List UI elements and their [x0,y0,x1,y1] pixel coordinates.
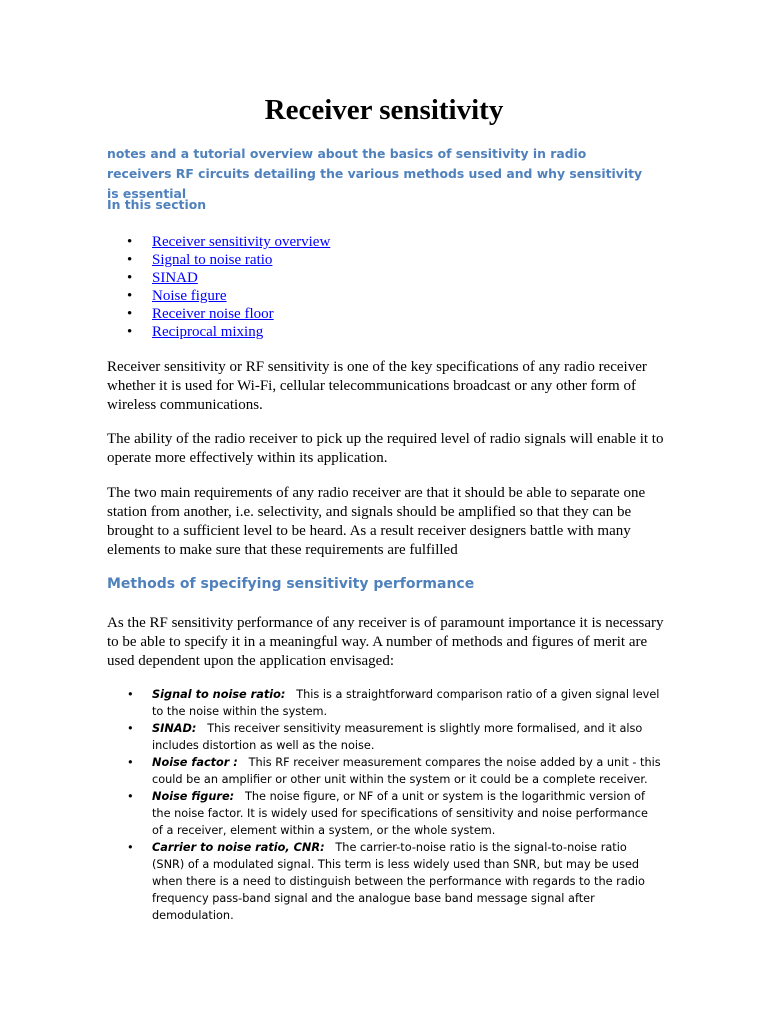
page-title: Receiver sensitivity [264,94,504,126]
method-term: Signal to noise ratio: [152,688,286,701]
list-item [127,233,330,251]
bullet-icon: • [127,234,133,250]
section-label: In this section [107,197,207,212]
bullet-icon: • [127,841,134,854]
bullet-icon: • [127,790,134,803]
bullet-icon: • [127,688,134,701]
list-item [127,251,330,269]
link-noise-figure[interactable]: Noise figure [152,288,227,304]
bullet-icon: • [127,722,134,735]
list-item [127,754,662,788]
bullet-icon: • [127,756,134,769]
link-receiver-sensitivity-overview[interactable]: Receiver sensitivity overview [152,234,331,250]
bullet-icon: • [127,252,133,268]
methods-list [127,686,662,924]
bullet-icon: • [127,306,133,322]
link-signal-to-noise-ratio[interactable]: Signal to noise ratio [152,252,273,268]
list-item [127,305,330,323]
list-item [127,287,330,305]
section-link-list [127,233,330,341]
method-term: Noise factor : [152,756,238,769]
list-item [127,269,330,287]
list-item [127,788,662,839]
list-item [127,720,662,754]
method-term: Noise figure: [152,790,235,803]
list-item [127,839,662,924]
method-term: SINAD: [152,722,197,735]
paragraph-methods-intro: As the RF sensitivity performance of any receiver is of paramount importance it is necessary to be able to specify it in a meaningful way. A number of methods and figures of merit are used dependent upon the application envisaged: [107,615,664,669]
paragraph-intro: Receiver sensitivity or RF sensitivity is one of the key specifications of any radio receiver whether it is used for Wi-Fi, cellular telecommunications broadcast or any other form of wireless communications. [107,359,647,413]
link-reciprocal-mixing[interactable]: Reciprocal mixing [152,324,264,340]
link-receiver-noise-floor[interactable]: Receiver noise floor [152,306,274,322]
paragraph-ability: The ability of the radio receiver to pick up the required level of radio signals will enable it to operate more effectively within its application. [107,431,664,466]
method-term: Carrier to noise ratio, CNR: [152,841,325,854]
paragraph-requirements: The two main requirements of any radio receiver are that it should be able to separate one station from another, i.e. selectivity, and signals should be amplified so that they can be brought to a sufficient level to be heard. As a result receiver designers battle with many elements to make sure that these requirements are fulfilled [107,485,646,558]
method-description: The noise figure, or NF of a unit or system is the logarithmic version of the noise factor. It is widely used for specifications of sensitivity and noise performance of a receiver, element within a system, or the whole system. [152,790,648,837]
list-item [127,686,662,720]
method-description: This RF receiver measurement compares the noise added by a unit - this could be an amplifier or other unit within the system or it could be a complete receiver. [152,756,661,786]
bullet-icon: • [127,270,133,286]
link-sinad[interactable]: SINAD [152,270,198,286]
list-item [127,323,330,341]
bullet-icon: • [127,324,133,340]
subtitle: notes and a tutorial overview about the basics of sensitivity in radio receivers RF circuits detailing the various methods used and why sensitivity is essential [107,146,643,201]
method-description: The carrier-to-noise ratio is the signal-to-noise ratio (SNR) of a modulated signal. This term is less widely used than SNR, but may be used when there is a need to distinguish between the performance with regards to the radio frequency pass-band signal and the analogue base band message signal after demodulation. [152,841,645,922]
bullet-icon: • [127,288,133,304]
method-description: This receiver sensitivity measurement is slightly more formalised, and it also includes distortion as well as the noise. [152,722,643,752]
method-description: This is a straightforward comparison ratio of a given signal level to the noise within the system. [152,688,660,718]
section-heading-methods: Methods of specifying sensitivity performance [107,576,475,592]
